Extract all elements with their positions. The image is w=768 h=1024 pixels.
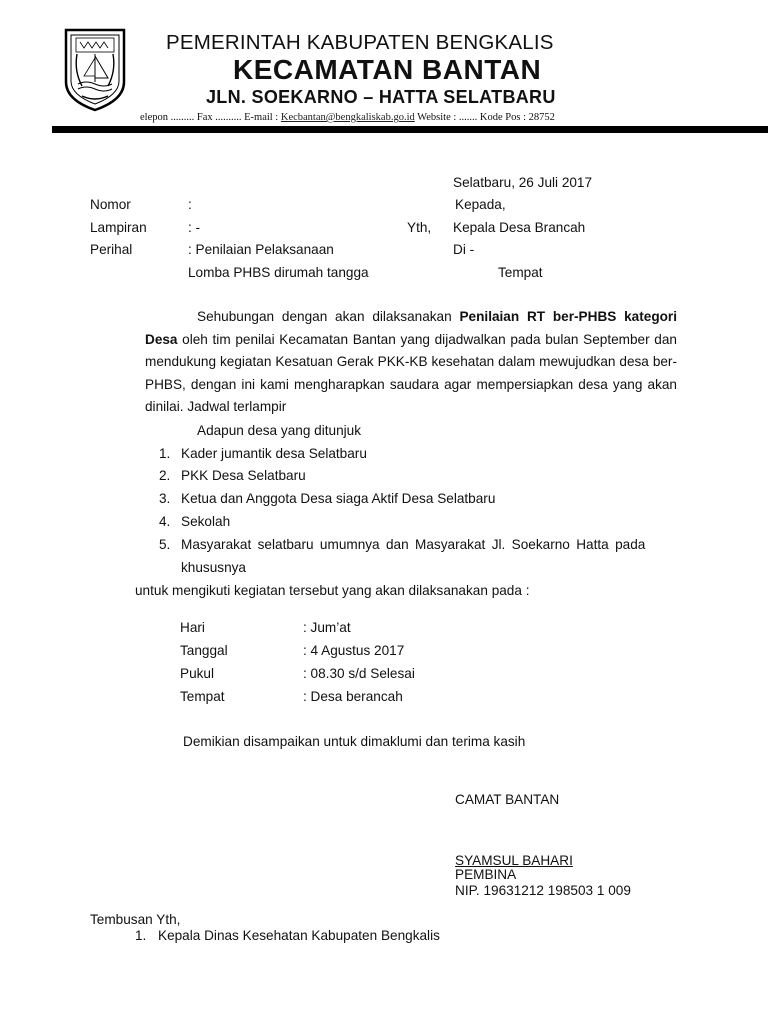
schedule-label-time: Pukul: [180, 666, 215, 681]
perihal-value-cont: Lomba PHBS dirumah tangga: [188, 265, 369, 280]
body-paragraph: [145, 306, 677, 419]
letterhead-address: JLN. SOEKARNO – HATTA SELATBARU: [206, 87, 556, 107]
list-item: Ketua dan Anggota Desa siaga Aktif Desa Selatbaru: [181, 491, 496, 506]
body-paragraph-event: Penilaian RT ber-PHBS kategori Desa: [145, 309, 677, 347]
list-item: PKK Desa Selatbaru: [181, 468, 306, 483]
schedule-value-place: : Desa berancah: [303, 689, 403, 704]
schedule-value-date: : 4 Agustus 2017: [303, 643, 405, 658]
perihal-value: : Penilaian Pelaksanaan: [188, 242, 334, 257]
cc-heading: Tembusan Yth,: [90, 912, 181, 927]
addressee-di: Di -: [453, 242, 475, 257]
list-item-number: 2.: [159, 468, 171, 483]
letterhead-divider: [52, 126, 768, 133]
cc-item-number: 1.: [135, 928, 147, 943]
addressee-yth: Yth,: [407, 220, 432, 235]
regency-coat-of-arms-logo: [62, 26, 128, 112]
lampiran-value: : -: [188, 220, 201, 235]
list-item: Masyarakat selatbaru umumnya dan Masyarakat Jl. Soekarno Hatta pada: [181, 537, 646, 552]
contact-email-link[interactable]: Kecbantan@bengkaliskab.go.id: [280, 112, 415, 123]
signature-title: CAMAT BANTAN: [455, 792, 560, 807]
perihal-label: Perihal: [90, 242, 133, 257]
cc-item: Kepala Dinas Kesehatan Kabupaten Bengkalis: [158, 928, 440, 943]
signatory-name: SYAMSUL BAHARI: [455, 853, 573, 868]
nomor-value: :: [188, 197, 192, 212]
contact-website-postcode: Website : ....... Kode Pos : 28752: [414, 112, 555, 123]
list-item-number: 5.: [159, 537, 171, 552]
list-item-continuation: khususnya: [181, 560, 246, 575]
letterhead-contact-line: [140, 112, 555, 123]
addressee-kepada: Kepada,: [455, 197, 506, 212]
schedule-value-day: : Jum’at: [303, 620, 351, 635]
list-item: Kader jumantik desa Selatbaru: [181, 446, 367, 461]
nomor-label: Nomor: [90, 197, 131, 212]
body-paragraph-rest: oleh tim penilai Kecamatan Bantan yang dijadwalkan pada bulan September dan mendukung kegiatan Kesatuan Gerak PKK-KB kesehatan dalam mewujudkan desa ber-PHBS, dengan ini kami mengharapkan saudara agar mempersiapkan desa yang akan dinilai. Jadwal terlampir: [145, 331, 677, 415]
letter-date: Selatbaru, 26 Juli 2017: [453, 175, 593, 190]
contact-phone-fax: elepon ......... Fax .......... E-mail :: [140, 112, 281, 123]
closing-sentence: Demikian disampaikan untuk dimaklumi dan terima kasih: [183, 734, 526, 749]
addressee-tempat: Tempat: [498, 265, 543, 280]
designated-intro: Adapun desa yang ditunjuk: [197, 423, 362, 438]
participation-sentence: untuk mengikuti kegiatan tersebut yang akan dilaksanakan pada :: [135, 583, 530, 598]
list-item-number: 4.: [159, 514, 171, 529]
schedule-label-day: Hari: [180, 620, 205, 635]
letterhead-government-name: PEMERINTAH KABUPATEN BENGKALIS: [166, 31, 554, 54]
body-paragraph-intro: Sehubungan dengan akan dilaksanakan: [197, 309, 460, 324]
lampiran-label: Lampiran: [90, 220, 147, 235]
signatory-rank: PEMBINA: [455, 867, 517, 882]
schedule-label-place: Tempat: [180, 689, 225, 704]
list-item-number: 3.: [159, 491, 171, 506]
list-item-number: 1.: [159, 446, 171, 461]
signatory-nip: NIP. 19631212 198503 1 009: [455, 883, 631, 898]
schedule-value-time: : 08.30 s/d Selesai: [303, 666, 415, 681]
list-item: Sekolah: [181, 514, 231, 529]
letterhead-district-name: KECAMATAN BANTAN: [233, 54, 542, 85]
addressee-name: Kepala Desa Brancah: [453, 220, 586, 235]
schedule-label-date: Tanggal: [180, 643, 228, 658]
